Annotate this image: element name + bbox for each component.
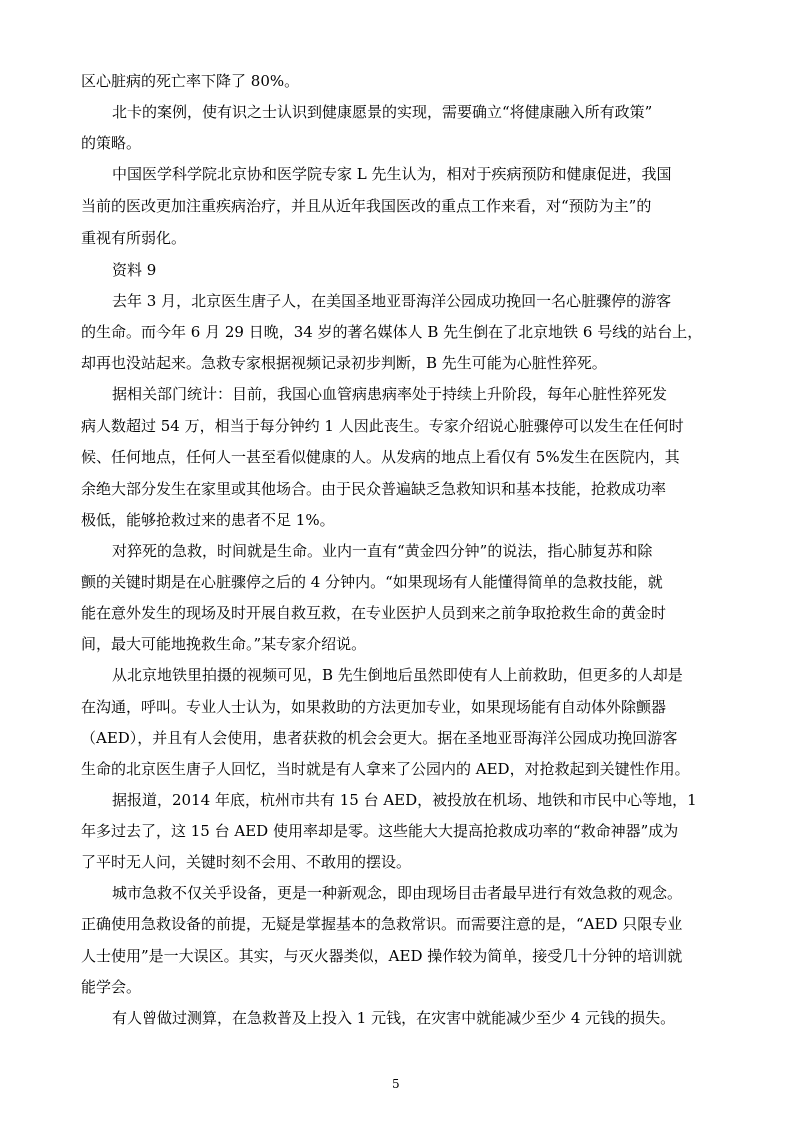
text-line: 当前的医改更加注重疾病治疗，并且从近年我国医改的重点工作来看，对“预防为主”的	[81, 197, 652, 215]
text-line: 据相关部门统计：目前，我国心血管病患病率处于持续上升阶段，每年心脏性猝死发	[112, 385, 668, 403]
text-line: 据报道，2014 年底，杭州市共有 15 台 AED，被投放在机场、地铁和市民中心等地，1	[112, 791, 697, 809]
text-line: 极低，能够抢救过来的患者不足 1%。	[81, 511, 335, 529]
text-line: 重视有所弱化。	[81, 229, 187, 247]
text-line: 区心脏病的死亡率下降了 80%。	[81, 72, 300, 90]
text-line: 年多过去了，这 15 台 AED 使用率却是零。这些能大大提高抢救成功率的“救命神器”成为	[81, 822, 679, 840]
text-line: 去年 3 月，北京医生唐子人，在美国圣地亚哥海洋公园成功挽回一名心脏骤停的游客	[112, 292, 672, 310]
text-line: 候、任何地点，任何人一甚至看似健康的人。从发病的地点上看仅有 5%发生在医院内，其	[81, 448, 680, 466]
text-line: 能在意外发生的现场及时开展自救互救，在专业医护人员到来之前争取抢救生命的黄金时	[81, 604, 667, 622]
text-line: 从北京地铁里拍摄的视频可见，B 先生倒地后虽然即使有人上前救助，但更多的人却是	[112, 666, 683, 684]
text-line: 了平时无人问，关键时刻不会用、不敢用的摆设。	[81, 853, 412, 871]
text-line: 有人曾做过测算，在急救普及上投入 1 元钱，在灾害中就能减少至少 4 元钱的损失。	[112, 1009, 676, 1027]
text-line: 中国医学科学院北京协和医学院专家 L 先生认为，相对于疾病预防和健康促进，我国	[112, 165, 672, 183]
text-line: 正确使用急救设备的前提，无疑是掌握基本的急救常识。而需要注意的是，“AED 只限专业	[81, 915, 683, 933]
text-line: 颤的关键时期是在心脏骤停之后的 4 分钟内。“如果现场有人能懂得简单的急救技能，就	[81, 573, 663, 591]
text-line: 城市急救不仅关乎设备，更是一种新观念，即由现场目击者最早进行有效急救的观念。	[112, 884, 683, 902]
text-line: 却再也没站起来。急救专家根据视频记录初步判断，B 先生可能为心脏性猝死。	[81, 354, 607, 372]
text-line: 病人数超过 54 万，相当于每分钟约 1 人因此丧生。专家介绍说心脏骤停可以发生在任何时	[81, 417, 684, 435]
section-heading: 资料 9	[112, 261, 157, 279]
text-line: 对猝死的急救，时间就是生命。业内一直有“黄金四分钟”的说法，指心肺复苏和除	[112, 542, 653, 560]
page-number: 5	[392, 1077, 400, 1091]
text-line: 的生命。而今年 6 月 29 日晚，34 岁的著名媒体人 B 先生倒在了北京地铁 6 号线的站台上，	[81, 323, 703, 341]
text-line: 在沟通，呼叫。专业人士认为，如果救助的方法更加专业，如果现场能有自动体外除颤器	[81, 698, 667, 716]
text-line: 余绝大部分发生在家里或其他场合。由于民众普遍缺乏急救知识和基本技能，抢救成功率	[81, 480, 667, 498]
text-line: 能学会。	[81, 978, 142, 996]
text-line: 人士使用”是一大误区。其实，与灭火器类似，AED 操作较为简单，接受几十分钟的培训就	[81, 947, 683, 965]
text-line: 北卡的案例，使有识之士认识到健康愿景的实现，需要确立“将健康融入所有政策”	[112, 103, 653, 121]
text-line: 的策略。	[81, 134, 142, 152]
text-line: 生命的北京医生唐子人回忆，当时就是有人拿来了公园内的 AED，对抢救起到关键性作用。	[81, 760, 690, 778]
text-line: （AED），并且有人会使用，患者获救的机会会更大。据在圣地亚哥海洋公园成功挽回游客	[81, 729, 678, 747]
text-line: 间，最大可能地挽救生命。”某专家介绍说。	[81, 635, 367, 653]
